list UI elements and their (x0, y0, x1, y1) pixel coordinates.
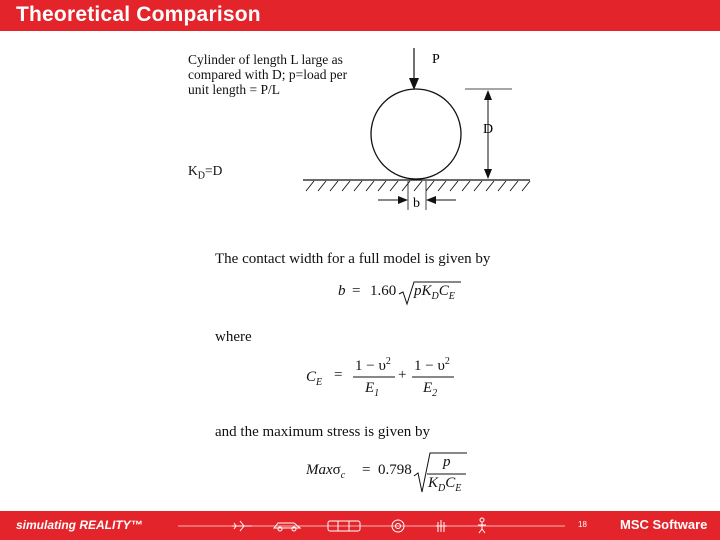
eq-b-radicand: $pK_DC_E$ (414, 283, 455, 302)
eq-ce-den2: $E_2$ (423, 380, 438, 399)
eq-ce-num2: $1 - \upsilon^2$ (414, 356, 450, 374)
eq-max-coef: 0.798 (378, 462, 412, 478)
eq-max-equals: = (362, 462, 371, 478)
brand-logo: MSC Software (620, 517, 708, 532)
footer-icon-strip (170, 511, 570, 540)
page-title: Theoretical Comparison (16, 3, 261, 26)
footer-tagline: simulating REALITY™ (16, 518, 143, 532)
hand-icon (436, 520, 447, 532)
max-stress-sentence: and the maximum stress is given by (215, 424, 430, 440)
width-label: b (413, 196, 420, 211)
description-line: Cylinder of length L large as (188, 52, 343, 67)
eq-b-coef: 1.60 (370, 283, 397, 299)
eq-ce-plus: + (398, 367, 407, 383)
eq-ce-lhs: $C_E$ (306, 369, 323, 388)
eq-max-num: p (443, 454, 451, 470)
contact-width-sentence: The contact width for a full model is given by (215, 251, 491, 267)
kd-definition: $K_D=D$ (188, 163, 223, 182)
load-label: P (432, 52, 440, 67)
eq-max-lhs: Maxσ$_c$ (306, 462, 346, 481)
person-icon (478, 518, 486, 533)
description-line: compared with D; p=load per (188, 67, 348, 82)
eq-b-equals: = (352, 283, 361, 299)
eq-ce-num1: $1 - \upsilon^2$ (355, 356, 391, 374)
airplane-icon (232, 521, 252, 531)
eq-max-den: $K_DC_E$ (428, 475, 462, 494)
eq-ce-equals: = (334, 367, 343, 383)
footer-bar (0, 511, 720, 540)
page-number: 18 (578, 520, 587, 529)
eq-b-lhs: b (338, 283, 346, 299)
eq-ce-den1: $E_1$ (365, 380, 380, 399)
car-icon (274, 523, 300, 531)
diameter-label: D (483, 122, 494, 137)
description-line: unit length = P/L (188, 82, 280, 97)
where-text: where (215, 329, 252, 345)
